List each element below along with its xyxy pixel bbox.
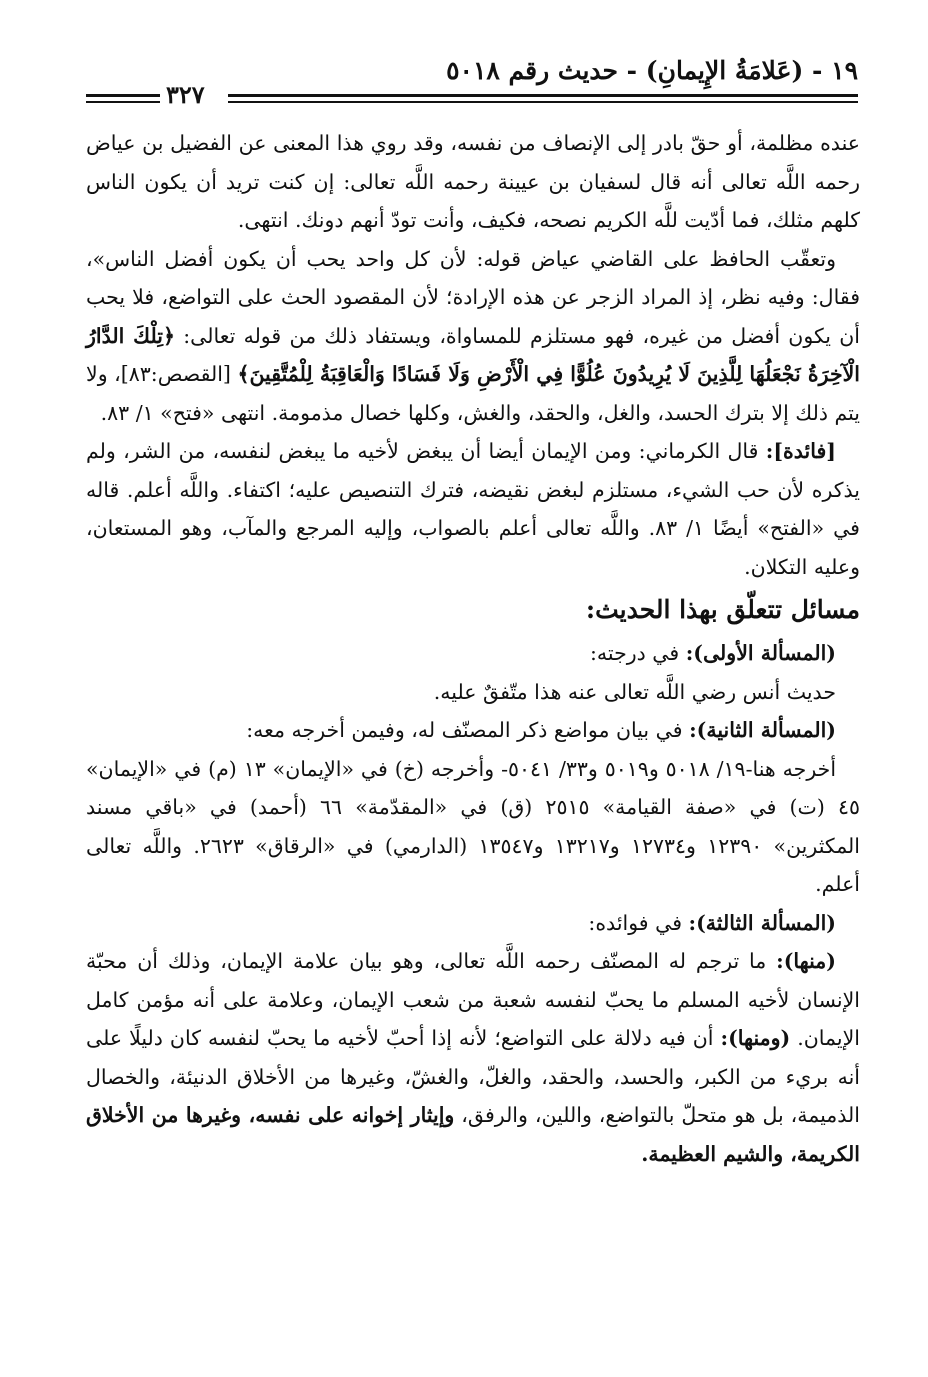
section-heading: مسائل تتعلّق بهذا الحديث: [585, 595, 860, 624]
question-2-body: أخرجه هنا-١٩/ ٥٠١٨ و٥٠١٩ و٣٣/ ٥٠٤١- وأخرجه (خ) في «الإيمان» ١٣ (م) في «الإيمان» ٤٥ (ت) في «صفة القيامة» ٢٥١٥ (ق) في «المقدّمة» ٦٦ (أحمد) في «باقي مسند المكثرين» ١٢٣٩٠ و١٢٧٣٤ و١٣٢١٧ و١٣٥٤٧ (الدارمي) في «الرقاق» ٢٦٢٣. واللَّه تعالى أعلم. [86, 756, 860, 896]
header-title: ١٩ - (عَلامَةُ الإِيمانِ) - حديث رقم ٥٠١٨ [446, 56, 858, 85]
paragraph-2-text-a: وتعقّب الحافظ على القاضي عياض قوله: لأن كل واحد يحب أن يكون أفضل الناس»، فقال: وفيه نظر، إذ المراد الزجر عن هذه الإرادة؛ لأن المقصود الحث على التواضع، فلا يحب أن يكون أفضل من غيره، فهو مستلزم للمساواة، ويستفاد ذلك من قوله تعالى: [86, 246, 860, 348]
paragraph-1: عنده مظلمة، أو حقّ بادر إلى الإنصاف من نفسه، وقد روي هذا المعنى عن الفضيل بن عياض رحمه اللَّه تعالى أنه قال لسفيان بن عيينة رحمه اللَّه تعالى: إن كنت تريد أن يكون الناس كلهم مثلك، فما أدّيت للَّه الكريم نصحه، فكيف، وأنت تودّ أنهم دونك. انتهى. [86, 131, 860, 232]
question-1 [86, 634, 860, 673]
page-number-rule-thick [86, 94, 160, 97]
benefit-2-bold-text: وإيثار إخوانه على نفسه، وغيرها من الأخلاق الكريمة، والشيم العظيمة. [86, 1103, 860, 1166]
quran-verse: ﴿تِلْكَ الدَّارُ الْآخِرَةُ نَجْعَلُهَا لِلَّذِينَ لَا يُرِيدُونَ عُلُوًّا فِي الْأَرْضِ وَلَا فَسَادًا وَالْعَاقِبَةُ لِلْمُتَّقِينَ﴾ [86, 323, 861, 386]
paragraph-2-text-b: [القصص:٨٣]، ولا يتم ذلك إلا بترك الحسد، والغل، والحقد، والغش، وكلها خصال مذمومة. انتهى «فتح» ١/ ٨٣. [86, 362, 860, 425]
faida-label: [فائدة]: [765, 439, 836, 463]
page-number: ٣٢٧ [166, 80, 205, 109]
benefit-1-label: (منها): [776, 949, 836, 973]
question-3 [86, 904, 860, 943]
question-3-title: في فوائده: [588, 910, 689, 935]
header-rule-thick [228, 94, 858, 97]
benefit-2-text: أن فيه دلالة على التواضع؛ لأنه إذا أحبّ لأخيه ما يحبّ لنفسه كان دليلًا على أنه بريء من الكبر، والحسد، والحقد، والغلّ، والغشّ، وغيرها من الأخلاق الدنيئة، والخصال الذميمة، بل هو متحلّ بالتواضع، واللين، والرفق، [86, 1026, 860, 1127]
benefit-1-text: ما ترجم له المصنّف رحمه اللَّه تعالى، وهو بيان علامة الإيمان، وذلك أن محبّة الإنسان لأخيه المسلم ما يحبّ لنفسه شعبة من شعب الإيمان، وعلامة على أنه مؤمن كامل الإيمان. [86, 949, 861, 1050]
question-1-title: في درجته: [589, 641, 686, 665]
question-2 [86, 711, 860, 750]
benefit-2-label: (ومنها): [720, 1026, 791, 1050]
page-body [86, 124, 860, 1173]
faida-text: قال الكرماني: ومن الإيمان أيضا أن يبغض لأخيه ما يبغض لنفسه، من الشر، ولم يذكره لأن حب الشيء، مستلزم لبغض نقيضه، فترك التنصيص عليه؛ اكتفاء. واللَّه أعلم. قاله في «الفتح» أيضًا ١/ ٨٣. واللَّه تعالى أعلم بالصواب، وإليه المرجع والمآب، وهو المستعان، وعليه التكلان. [86, 439, 860, 579]
header-rule-thin [228, 101, 858, 103]
question-3-label: (المسألة الثالثة): [688, 910, 836, 935]
question-2-title: في بيان مواضع ذكر المصنّف له، وفيمن أخرجه معه: [246, 718, 690, 742]
question-2-label: (المسألة الثانية): [689, 718, 836, 742]
page-number-rule-thin [86, 101, 160, 103]
question-1-body: حديث أنس رضي اللَّه تعالى عنه هذا متّفقٌ عليه. [433, 679, 836, 704]
paragraph-2 [86, 240, 860, 433]
question-1-label: (المسألة الأولى): [685, 641, 836, 665]
benefits-paragraph [86, 942, 860, 1173]
paragraph-faida [86, 432, 860, 586]
